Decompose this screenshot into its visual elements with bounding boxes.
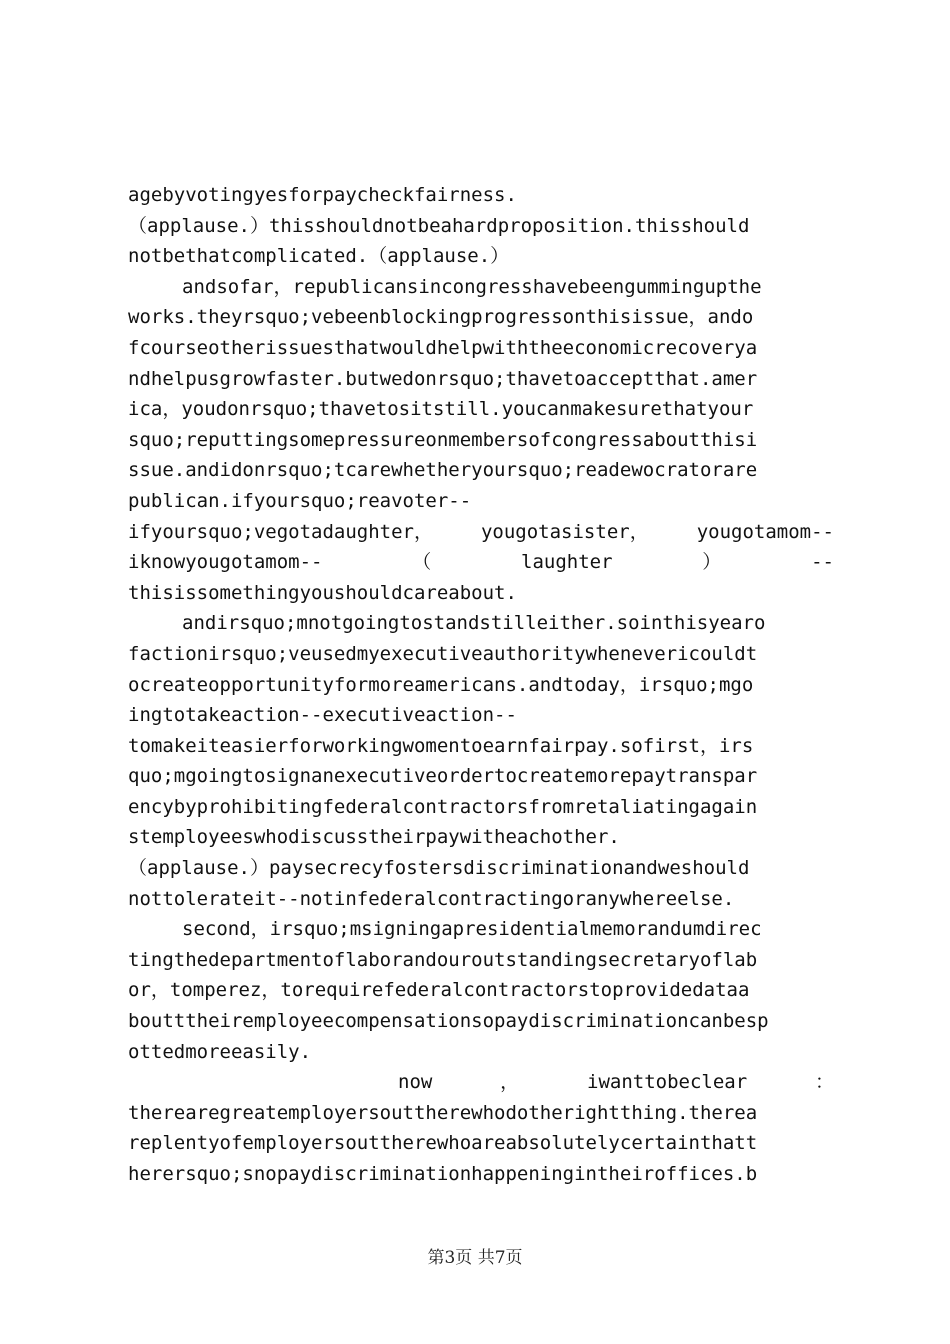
text-line: factionirsquo;veusedmyexecutiveauthoritywhenevericouldt <box>128 642 758 665</box>
text-segment: ifyoursquo;vegotadaughter， <box>128 520 433 543</box>
text-line: or，tomperez，torequirefederalcontractorstoprovidedataa <box>128 979 750 1002</box>
text-line: andsofar，republicansincongresshavebeengummingupthe <box>182 275 762 298</box>
text-line: tomakeiteasierforworkingwomentoearnfairpay.sofirst，irs <box>128 734 754 757</box>
text-line <box>128 1067 834 1098</box>
document-body <box>128 180 834 1190</box>
text-line: ottedmoreeasily. <box>128 1040 312 1063</box>
text-segment: yougotamom-- <box>696 520 834 543</box>
text-line: squo;reputtingsomepressureonmembersofcongressaboutthisi <box>128 428 758 451</box>
text-segment: iknowyougotamom-- <box>128 551 323 574</box>
text-line: ica，youdonrsquo;thavetositstill.youcanmakesurethatyour <box>128 398 754 421</box>
text-line: second，irsquo;msigningapresidentialmemorandumdirec <box>182 918 762 941</box>
text-segment: now <box>398 1071 433 1094</box>
text-segment: -- <box>811 551 834 574</box>
page-number-footer: 第3页 共7页 <box>427 1248 523 1268</box>
text-line: herersquo;snopaydiscriminationhappeningintheiroffices.b <box>128 1163 758 1185</box>
text-segment: ： <box>814 1071 834 1094</box>
text-line: agebyvotingyesforpaycheckfairness. <box>128 184 517 206</box>
text-line <box>128 517 834 548</box>
text-segment: ） <box>702 551 722 574</box>
text-line: andirsquo;mnotgoingtostandstilleither.sointhisyearo <box>182 612 766 635</box>
text-line: thisissomethingyoushouldcareabout. <box>128 581 517 604</box>
text-line: encybyprohibitingfederalcontractorsfromretaliatingagain <box>128 795 758 818</box>
text-line: replentyofemployersouttherewhoareabsolutelycertainthatt <box>128 1132 758 1155</box>
text-line: therearegreatemployersouttherewhodotherightthing.therea <box>128 1101 758 1124</box>
text-line: ndhelpusgrowfaster.butwedonrsquo;thavetoacceptthat.amer <box>128 367 758 390</box>
text-line: quo;mgoingtosignanexecutiveordertocreatemorepaytranspar <box>128 765 758 788</box>
text-segment: ， <box>500 1071 520 1094</box>
text-segment: （ <box>412 551 432 574</box>
text-line: works.theyrsquo;vebeenblockingprogressonthisissue，ando <box>128 306 754 329</box>
text-line <box>128 547 834 578</box>
text-line: （applause.）paysecrecyfostersdiscriminationandweshould <box>128 857 750 880</box>
text-line: ingtotakeaction--executiveaction-- <box>128 704 517 727</box>
text-line: （applause.）thisshouldnotbeahardproposition.thisshould <box>128 214 750 237</box>
text-segment: iwanttobeclear <box>587 1071 748 1094</box>
text-segment: laughter <box>521 551 613 574</box>
text-line: boutttheiremployeecompensationsopaydiscriminationcanbesp <box>128 1010 769 1033</box>
text-segment: yougotasister， <box>480 520 649 543</box>
text-line: nottolerateit--notinfederalcontractingoranywhereelse. <box>128 887 735 910</box>
text-line: fcourseotherissuesthatwouldhelpwiththeeconomicrecoverya <box>128 336 758 359</box>
text-line: publican.ifyoursquo;reavoter-- <box>128 489 472 512</box>
text-line: ssue.andidonrsquo;tcarewhetheryoursquo;readewocratorare <box>128 459 758 482</box>
text-line: ocreateopportunityformoreamericans.andtoday，irsquo;mgo <box>128 673 754 696</box>
text-line: stemployeeswhodiscusstheirpaywitheachother. <box>128 826 620 849</box>
text-line: notbethatcomplicated.（applause.） <box>128 245 510 268</box>
text-line: tingthedepartmentoflaborandouroutstandingsecretaryoflab <box>128 948 758 971</box>
